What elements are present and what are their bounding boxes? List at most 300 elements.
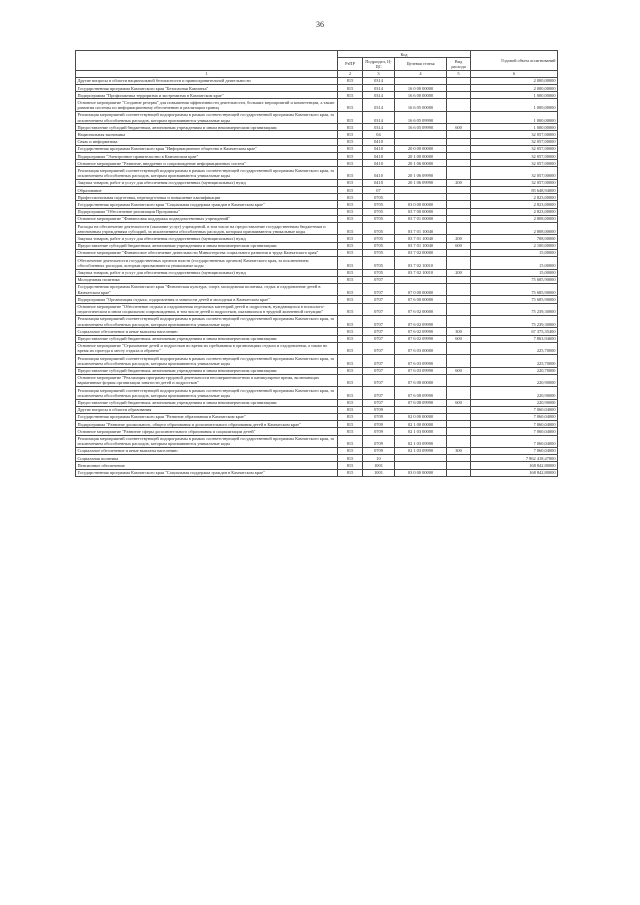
cell-a: 815 [338,131,363,138]
cell-sum: 225,70000 [471,355,558,367]
cell-b: 0707 [363,296,395,303]
column-index: 3 [363,70,395,77]
table-row [76,335,558,342]
cell-d [447,435,471,447]
table-row [76,92,558,99]
cell-c [395,406,447,413]
cell-name: Другие вопросы в области образования [76,406,338,413]
cell-name: Основное мероприятие "Финансовая поддержка подведомственных учреждений" [76,215,338,222]
cell-d: 600 [447,124,471,131]
cell-d [447,455,471,462]
cell-b: 0410 [363,167,395,179]
cell-name: Закупка товаров, работ и услуг для обеспечения государственных (муниципальных) нужд [76,269,338,276]
table-row [76,167,558,179]
table-row [76,447,558,454]
cell-c: 07 6 02 09990 [395,315,447,327]
cell-b: 1001 [363,469,395,476]
cell-b: 0410 [363,153,395,160]
cell-sum: 708,00000 [471,235,558,242]
cell-b: 0707 [363,355,395,367]
cell-c: 07 6 03 00000 [395,342,447,354]
cell-d [447,138,471,145]
cell-c: 02 1 03 00000 [395,428,447,435]
cell-b: 0705 [363,257,395,269]
cell-c: 07 6 02 09990 [395,335,447,342]
cell-c [395,194,447,201]
cell-c: 20 0 00 00000 [395,145,447,152]
cell-b: 0707 [363,335,395,342]
table-row [76,469,558,476]
cell-sum: 168 842,80000 [471,469,558,476]
cell-c: 16 6 05 09990 [395,111,447,123]
table-row [76,145,558,152]
cell-name: Основное мероприятие "Обеспечение отдыха и оздоровления отдельных категорий детей и подростков, нуждающихся в психолого-педагогическом и ином социальном сопровождении, в том числе детей и подростков, оказавшихся в трудной жизненной ситуации" [76,303,338,315]
cell-d [447,315,471,327]
cell-a: 815 [338,462,363,469]
cell-c: 07 6 03 09990 [395,367,447,374]
cell-sum: 2 000,00000 [471,77,558,84]
cell-b: 07 [363,187,395,194]
cell-b: 0705 [363,194,395,201]
column-index: 5 [447,70,471,77]
cell-c: 20 1 00 00000 [395,153,447,160]
table-row [76,77,558,84]
cell-name: Образование [76,187,338,194]
cell-c [395,131,447,138]
cell-c: 16 0 00 00000 [395,85,447,92]
header-code-group: Код [338,51,471,58]
cell-c: 16 6 05 09990 [395,124,447,131]
cell-d [447,131,471,138]
table-row [76,328,558,335]
cell-d [447,167,471,179]
table-row [76,399,558,406]
cell-sum: 2 823,00000 [471,201,558,208]
cell-a: 815 [338,421,363,428]
cell-a: 815 [338,153,363,160]
cell-b: 0410 [363,160,395,167]
cell-b: 0705 [363,242,395,249]
cell-c: 03 7 02 10010 [395,269,447,276]
cell-sum: 7 060,04000 [471,406,558,413]
cell-a: 815 [338,194,363,201]
cell-a: 815 [338,167,363,179]
cell-name: Предоставление субсидий бюджетным, автономным учреждениям и иным некоммерческим организациям [76,335,338,342]
cell-sum: 85 648,94000 [471,187,558,194]
cell-d [447,145,471,152]
cell-a: 815 [338,447,363,454]
cell-sum: 75 685,90000 [471,296,558,303]
cell-d: 600 [447,242,471,249]
cell-a: 815 [338,160,363,167]
cell-d: 300 [447,328,471,335]
cell-sum: 32 057,00000 [471,160,558,167]
cell-a: 815 [338,223,363,235]
cell-b: 0705 [363,201,395,208]
cell-sum: 15,00000 [471,269,558,276]
cell-name: Государственная программа Камчатского края "Безопасная Камчатка" [76,85,338,92]
cell-d [447,77,471,84]
cell-c: 03 0 00 00000 [395,469,447,476]
cell-c: 20 1 06 09990 [395,167,447,179]
table-row [76,269,558,276]
table-row [76,138,558,145]
cell-b: 0709 [363,406,395,413]
table-row [76,257,558,269]
table-row [76,194,558,201]
cell-name: Реализация мероприятий соответствующей подпрограммы в рамках соответствующей государственной программы Камчатского края, за исключением обособленных расходов, которым присваиваются уникальные коды [76,435,338,447]
table-row [76,455,558,462]
table-row [76,406,558,413]
cell-b: 0709 [363,413,395,420]
cell-name: Государственная программа Камчатского края "Информационное общество в Камчатском крае" [76,145,338,152]
cell-d: 200 [447,269,471,276]
cell-d [447,223,471,235]
cell-d [447,342,471,354]
cell-a: 815 [338,215,363,222]
cell-c: 07 6 00 00000 [395,296,447,303]
cell-a: 815 [338,187,363,194]
table-row [76,296,558,303]
cell-b: 0709 [363,428,395,435]
table-row [76,153,558,160]
cell-d: 600 [447,367,471,374]
cell-a: 815 [338,99,363,111]
table-row [76,367,558,374]
cell-b: 0707 [363,367,395,374]
table-row [76,160,558,167]
cell-name: Социальное обеспечение и иные выплаты населению [76,328,338,335]
cell-d [447,249,471,256]
cell-sum: 1 000,00000 [471,111,558,123]
header-col-b: Подраздел, Ц-ЦС [363,58,395,70]
cell-a: 815 [338,374,363,386]
cell-d: 200 [447,179,471,186]
cell-c [395,187,447,194]
cell-name: Социальная политика [76,455,338,462]
cell-c: 20 1 06 09990 [395,179,447,186]
cell-sum: 15,00000 [471,249,558,256]
cell-sum: 7 862 418,47000 [471,455,558,462]
cell-d: 600 [447,399,471,406]
header-amount: Годовой объем ассигнований [471,51,558,71]
cell-b: 0709 [363,447,395,454]
cell-name: Реализация мероприятий соответствующей подпрограммы в рамках соответствующей государственной программы Камчатского края, за исключением обособленных расходов, которым присваиваются уникальные коды [76,355,338,367]
cell-d [447,187,471,194]
cell-name: Социальное обеспечение и иные выплаты населению [76,447,338,454]
table-row [76,249,558,256]
cell-d [447,85,471,92]
cell-sum: 220,90000 [471,399,558,406]
table-row [76,428,558,435]
cell-b: 0705 [363,223,395,235]
cell-b: 0707 [363,283,395,295]
cell-name: Закупка товаров, работ и услуг для обеспечения государственных (муниципальных) нужд [76,235,338,242]
cell-c: 07 0 00 00000 [395,283,447,295]
cell-d: 300 [447,447,471,454]
table-row [76,462,558,469]
cell-c: 03 7 02 10010 [395,257,447,269]
cell-name: Профессиональная подготовка, переподготовка и повышение квалификации [76,194,338,201]
cell-b: 0705 [363,235,395,242]
column-index: 6 [471,70,558,77]
table-row [76,124,558,131]
cell-b: 0707 [363,315,395,327]
cell-d [447,406,471,413]
header-name [76,51,338,71]
cell-name: Предоставление субсидий бюджетным, автономным учреждениям и иным некоммерческим организациям [76,242,338,249]
cell-b: 0705 [363,208,395,215]
cell-b: 0707 [363,374,395,386]
cell-sum: 2 808,00000 [471,223,558,235]
cell-name: Основное мероприятие "Финансовое обеспечение деятельности Министерства социального развития и труда Камчатского края" [76,249,338,256]
cell-c: 03 7 00 00000 [395,208,447,215]
cell-a: 815 [338,276,363,283]
cell-name: Предоставление субсидий бюджетным, автономным учреждениям и иным некоммерческим организациям [76,399,338,406]
cell-a: 815 [338,111,363,123]
cell-name: Реализация мероприятий соответствующей подпрограммы в рамках соответствующей государственной программы Камчатского края, за исключением обособленных расходов, которым присваиваются уникальные коды [76,167,338,179]
cell-sum: 7 060,04000 [471,413,558,420]
table-row [76,342,558,354]
cell-b: 0709 [363,421,395,428]
cell-sum: 75 239,30000 [471,315,558,327]
cell-d [447,160,471,167]
table-row [76,208,558,215]
header-col-a: РзПР [338,58,363,70]
cell-sum: 220,70000 [471,367,558,374]
cell-a: 815 [338,367,363,374]
cell-d [447,111,471,123]
cell-c: 07 6 02 09990 [395,328,447,335]
table-row [76,242,558,249]
header-col-c: Целевая статья [395,58,447,70]
cell-name: Основное мероприятие "Страхование детей и подростков во время их пребывания в организациях отдыха и оздоровления, а также во время их проезда к месту отдыха и обратно" [76,342,338,354]
cell-b: 0707 [363,276,395,283]
cell-a: 815 [338,435,363,447]
cell-c: 03 7 01 10040 [395,235,447,242]
header-row-top [76,51,558,58]
cell-c: 03 0 00 00000 [395,201,447,208]
cell-d [447,276,471,283]
cell-c: 02 1 00 00000 [395,421,447,428]
cell-sum: 32 057,00000 [471,145,558,152]
table-row [76,201,558,208]
cell-b: 0314 [363,111,395,123]
cell-name: Расходы на обеспечение деятельности (оказание услуг) учреждений, в том числе на предоставление государственным бюджетным и автономным учреждениям субсидий, за исключением обособленных расходов, которым присваиваются уникальные коды [76,223,338,235]
cell-name: Обеспечение деятельности государственных органов власти (государственных органов) Камчатского края, за исключением обособленных расходов, которым присваиваются уникальные коды [76,257,338,269]
cell-a: 815 [338,413,363,420]
cell-a: 815 [338,249,363,256]
table-body [76,77,558,476]
table-row [76,187,558,194]
column-index-row [76,70,558,77]
cell-sum: 15,00000 [471,257,558,269]
cell-name: Государственная программа Камчатского края "Социальная поддержка граждан в Камчатском крае" [76,201,338,208]
cell-sum: 225,70000 [471,342,558,354]
table-row [76,99,558,111]
cell-a: 815 [338,179,363,186]
cell-c: 02 1 03 09990 [395,447,447,454]
cell-d [447,387,471,399]
cell-d [447,374,471,386]
cell-name: Реализация мероприятий соответствующей подпрограммы в рамках соответствующей государственной программы Камчатского края, за исключением обособленных расходов, которым присваиваются уникальные коды [76,111,338,123]
cell-name: Основное мероприятие "Реализация программ трудовой деятельности несовершеннолетних в каникулярное время, включающих вариативные формы организации занятости детей и подростков" [76,374,338,386]
cell-b: 0410 [363,179,395,186]
cell-sum: 32 057,00000 [471,131,558,138]
cell-d [447,92,471,99]
cell-d [447,194,471,201]
cell-c: 20 1 06 00000 [395,160,447,167]
cell-a: 815 [338,303,363,315]
cell-sum: 2 823,00000 [471,194,558,201]
cell-a: 815 [338,455,363,462]
cell-b: 0705 [363,269,395,276]
cell-name: Основное мероприятие "Создание резерва" для повышения эффективности деятельности, больших мероприятий и компетенции, а также развития системы по информационному обеспечению и реализации границ [76,99,338,111]
cell-sum: 168 842,80000 [471,462,558,469]
cell-c [395,77,447,84]
table-row [76,131,558,138]
cell-b: 0314 [363,92,395,99]
cell-a: 815 [338,328,363,335]
cell-sum: 1 000,00000 [471,124,558,131]
cell-c [395,462,447,469]
cell-name: Государственная программа Камчатского края "Развитие образования в Камчатском крае" [76,413,338,420]
cell-c [395,138,447,145]
cell-a: 815 [338,315,363,327]
cell-sum: 32 057,00000 [471,179,558,186]
budget-table [75,50,558,477]
cell-name: Подпрограмма "Электронное правительство в Камчатском крае" [76,153,338,160]
cell-sum: 2 000,00000 [471,85,558,92]
cell-c [395,455,447,462]
cell-a: 815 [338,145,363,152]
cell-c: 02 1 03 09990 [395,435,447,447]
table-row [76,85,558,92]
table-row [76,421,558,428]
cell-d [447,208,471,215]
cell-name: Предоставление субсидий бюджетным, автономным учреждениям и иным некоммерческим организациям [76,124,338,131]
table-row [76,355,558,367]
cell-sum: 2 823,00000 [471,208,558,215]
cell-c: 07 6 08 09990 [395,399,447,406]
cell-name: Закупка товаров, работ и услуг для обеспечения государственных (муниципальных) нужд [76,179,338,186]
table-row [76,303,558,315]
cell-b: 0705 [363,215,395,222]
table-row [76,283,558,295]
cell-d [447,257,471,269]
cell-a: 815 [338,77,363,84]
page-number: 36 [316,20,324,29]
cell-a: 815 [338,428,363,435]
cell-sum: 1 000,00000 [471,99,558,111]
table-row [76,223,558,235]
cell-a: 815 [338,342,363,354]
cell-c: 07 6 08 00000 [395,374,447,386]
cell-name: Предоставление субсидий бюджетным, автономным учреждениям и иным некоммерческим организациям [76,367,338,374]
cell-b: 0707 [363,387,395,399]
cell-b: 0314 [363,124,395,131]
table-row [76,435,558,447]
cell-d: 600 [447,335,471,342]
cell-name: Подпрограмма "Организация отдыха, оздоровления и занятости детей и молодежи в Камчатском крае" [76,296,338,303]
cell-c: 07 6 08 09990 [395,387,447,399]
cell-d [447,428,471,435]
cell-c: 03 7 02 00000 [395,249,447,256]
cell-d [447,201,471,208]
cell-sum: 75 685,90000 [471,283,558,295]
cell-c [395,276,447,283]
cell-sum: 75 239,30000 [471,303,558,315]
cell-name: Основное мероприятие "Развитие, внедрение и сопровождение информационных систем" [76,160,338,167]
cell-a: 815 [338,335,363,342]
cell-sum: 220,90000 [471,374,558,386]
cell-b: 10 [363,455,395,462]
cell-name: Подпрограмма "Развитие дошкольного, общего образования и дополнительного образования детей в Камчатском крае" [76,421,338,428]
cell-name: Реализация мероприятий соответствующей подпрограммы в рамках соответствующей государственной программы Камчатского края, за исключением обособленных расходов, которым присваиваются уникальные коды [76,387,338,399]
cell-sum: 32 057,00000 [471,167,558,179]
cell-a: 815 [338,124,363,131]
cell-a: 815 [338,387,363,399]
column-index: 2 [338,70,363,77]
cell-c: 07 6 02 00000 [395,303,447,315]
cell-sum: 7 060,04000 [471,435,558,447]
table-row [76,413,558,420]
cell-name: Реализация мероприятий соответствующей подпрограммы в рамках соответствующей государственной программы Камчатского края, за исключением обособленных расходов, которым присваиваются уникальные коды [76,315,338,327]
cell-sum: 1 000,00000 [471,92,558,99]
cell-a: 815 [338,355,363,367]
cell-d [447,153,471,160]
cell-b: 0314 [363,77,395,84]
cell-c: 03 7 01 00000 [395,215,447,222]
cell-name: Подпрограмма "Обеспечение реализации Программы" [76,208,338,215]
cell-b: 0410 [363,138,395,145]
cell-b: 0707 [363,399,395,406]
cell-c: 16 6 05 00000 [395,99,447,111]
cell-a: 815 [338,269,363,276]
cell-c: 07 6 03 09990 [395,355,447,367]
cell-a: 815 [338,469,363,476]
cell-c: 03 7 01 10040 [395,242,447,249]
cell-a: 815 [338,406,363,413]
table-row [76,276,558,283]
cell-a: 815 [338,138,363,145]
cell-b: 0707 [363,342,395,354]
cell-d: 200 [447,235,471,242]
cell-a: 815 [338,296,363,303]
cell-name: Другие вопросы в области национальной безопасности и правоохранительной деятельности [76,77,338,84]
cell-a: 815 [338,399,363,406]
table-row [76,179,558,186]
column-index: 1 [76,70,338,77]
cell-b: 0707 [363,328,395,335]
cell-b: 0707 [363,303,395,315]
cell-d [447,296,471,303]
cell-sum: 75 685,90000 [471,276,558,283]
cell-sum: 67 375,35400 [471,328,558,335]
cell-b: 0410 [363,145,395,152]
cell-d [447,421,471,428]
cell-b: 0705 [363,249,395,256]
cell-a: 815 [338,283,363,295]
cell-b: 0314 [363,99,395,111]
cell-sum: 2 808,00000 [471,215,558,222]
table-row [76,215,558,222]
cell-a: 815 [338,92,363,99]
cell-c: 03 7 01 10040 [395,223,447,235]
table-row [76,387,558,399]
cell-name: Молодежная политика [76,276,338,283]
cell-d [447,462,471,469]
